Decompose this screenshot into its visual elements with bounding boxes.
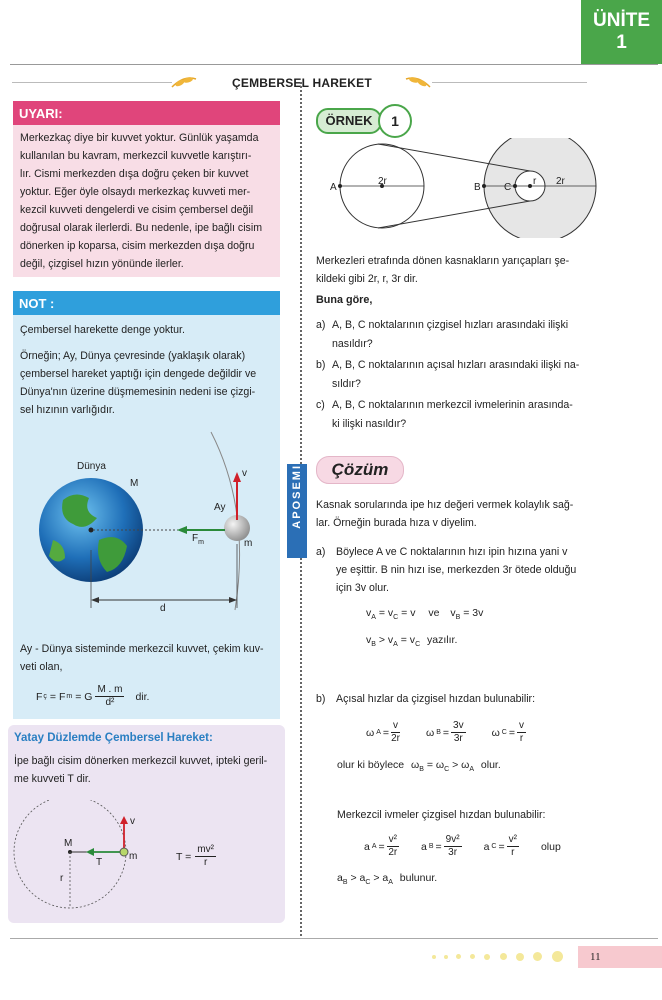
question-line: sıldır? xyxy=(332,378,361,390)
velocity-equation-1 xyxy=(366,607,483,621)
eq2-sub: A xyxy=(393,641,398,649)
unit-label: ÜNİTE xyxy=(593,10,650,31)
accel-result-tail: bulunur. xyxy=(399,872,438,884)
center-label: M xyxy=(64,838,73,849)
question-a xyxy=(316,316,592,354)
eq2-sub: C xyxy=(415,641,421,649)
accel-numerator: v² xyxy=(388,834,397,845)
example-intro-line: Merkezleri etrafında dönen kasnakların yarıçapları şe- xyxy=(316,255,570,267)
solution-a xyxy=(316,543,592,597)
omega-symbol: ω xyxy=(366,726,375,739)
mass-label: m xyxy=(129,851,138,862)
moon-label: Ay xyxy=(214,502,226,513)
omega-equations xyxy=(366,720,526,745)
note-line: sel hızının varlığıdır. xyxy=(20,404,115,416)
warning-line: Merkezkaç diye bir kuvvet yoktur. Günlük yaşamda xyxy=(20,132,259,144)
omega-result-term: > ω xyxy=(452,759,470,771)
warning-line: yoktur. Eğer öyle olsaydı merkezkaç kuvveti mer- xyxy=(20,186,251,198)
top-rule xyxy=(10,64,658,65)
omega-symbol: ω xyxy=(491,726,500,739)
accel-denominator: r xyxy=(511,847,515,858)
accel-symbol: a xyxy=(483,840,490,853)
eq1-term: v xyxy=(450,607,456,619)
eq2-term: = v xyxy=(400,634,416,646)
omega-result-term: ω xyxy=(411,759,420,771)
inner-radius-label: r xyxy=(533,176,537,187)
example-intro-line: kildeki gibi 2r, r, 3r dir. xyxy=(316,273,418,285)
earth-moon-diagram xyxy=(13,420,280,620)
warning-line: değil, çizgisel hızın yönünde ilerler. xyxy=(20,258,184,270)
warning-body xyxy=(13,125,280,273)
leaf-ornament-right-icon xyxy=(404,73,432,91)
accel-result-term: a xyxy=(337,872,343,884)
point-b-label: B xyxy=(474,182,481,193)
warning-line: lır. Cismi merkezden dışa doğru çeken bir kuvvet xyxy=(20,168,249,180)
solution-b xyxy=(316,690,592,708)
solution-badge: Çözüm xyxy=(316,456,404,484)
accel-numerator: 9v² xyxy=(445,834,460,845)
omega-numerator: v xyxy=(519,720,524,731)
note-line: Örneğin; Ay, Dünya çevresinde (yaklaşık olarak) xyxy=(20,350,246,362)
distance-label: d xyxy=(160,603,166,614)
page-title: ÇEMBERSEL HAREKET xyxy=(232,76,372,90)
accel-sub: B xyxy=(428,843,434,850)
rope-velocity-label: v xyxy=(130,816,135,827)
formula-lhs-sub: ç xyxy=(43,693,47,700)
example-number: 1 xyxy=(378,104,412,138)
gravity-fraction xyxy=(95,684,124,709)
question-label: a) xyxy=(316,319,326,331)
eq1-conjunction: ve xyxy=(428,607,440,619)
note-line: çembersel hareket yaptığı için dengede değildir ve xyxy=(20,368,257,380)
earth-mass-label: M xyxy=(130,478,139,489)
accel-equations xyxy=(364,834,561,859)
formula-suffix: dir. xyxy=(135,690,150,703)
tension-formula xyxy=(176,844,216,869)
solution-a-line: Böylece A ve C noktalarının hızı ipin hızına yani v xyxy=(336,546,568,558)
tension-numerator: mv² xyxy=(197,844,214,855)
header-rule-right xyxy=(432,82,587,83)
accel-intro: Merkezcil ivmeler çizgisel hızdan bulunabilir: xyxy=(337,809,546,821)
leaf-ornament-left-icon xyxy=(170,73,198,91)
omega-result-tail: olur. xyxy=(480,759,501,771)
earth-center-dot xyxy=(89,528,94,533)
solution-intro-line: lar. Örneğin burada hıza v diyelim. xyxy=(316,517,477,529)
eq1-sub: C xyxy=(393,614,399,622)
eq1-sub: B xyxy=(455,614,461,622)
eq2-term: > v xyxy=(378,634,394,646)
pulley-diagram xyxy=(318,138,608,238)
eq1-term: = v xyxy=(401,607,416,619)
accel-numerator: v² xyxy=(508,834,517,845)
accel-c: a C = $\frac{\text{v²}}{r}$ xyxy=(483,834,517,858)
question-line: A, B, C noktalarının açısal hızları arasındaki ilişki na- xyxy=(332,359,580,371)
note-title: NOT : xyxy=(13,291,280,315)
outer-radius-label: 2r xyxy=(556,176,565,187)
velocity-equation-2 xyxy=(366,634,457,648)
radius-label: r xyxy=(60,873,64,884)
accel-sub: C xyxy=(491,843,497,850)
eq1-term: = 3v xyxy=(463,607,484,619)
fraction-numerator: M . m xyxy=(97,684,123,695)
accel-b: a B = $\frac{\text{9v²}}{3r}$ xyxy=(421,834,460,858)
accel-sub: A xyxy=(371,843,377,850)
solution-b-line: Açısal hızlar da çizgisel hızdan bulunabilir: xyxy=(336,693,536,705)
accel-result-sub: C xyxy=(365,879,371,887)
accel-symbol: a xyxy=(364,840,370,853)
question-line: A, B, C noktalarının çizgisel hızları arasındaki ilişki xyxy=(332,319,569,331)
formula-lhs: F xyxy=(36,690,43,703)
tension-formula-lhs: T = xyxy=(176,850,192,863)
unit-tab xyxy=(581,0,662,64)
velocity-label: v xyxy=(242,468,247,479)
system-text xyxy=(20,640,274,676)
eq2-sub: B xyxy=(371,641,376,649)
omega-result-sub: B xyxy=(419,766,424,774)
omega-a: ω A = $\frac{v}{2r}$ xyxy=(366,720,400,744)
omega-numerator: 3v xyxy=(453,720,464,731)
note-body xyxy=(13,315,280,419)
fraction-denominator: d² xyxy=(105,697,115,708)
formula-eq2-sub: m xyxy=(66,693,73,700)
solution-b-label: b) xyxy=(316,693,326,705)
accel-result-sub: B xyxy=(342,879,348,887)
accel-a: a A = $\frac{\text{v²}}{2r}$ xyxy=(364,834,398,858)
question-line: nasıldır? xyxy=(332,338,373,350)
point-a-label: A xyxy=(330,182,337,193)
page-number: 11 xyxy=(578,946,662,968)
eq2-term: v xyxy=(366,634,372,646)
omega-sub: B xyxy=(436,729,441,736)
omega-b: ω B = $\frac{3v}{3r}$ xyxy=(426,720,464,744)
formula-eq3: = G xyxy=(75,690,93,703)
sidebar-logo-text: APOSEMI xyxy=(291,464,303,529)
accel-denominator: 2r xyxy=(388,847,398,858)
horizontal-line: İpe bağlı cisim dönerken merkezcil kuvvet, ipteki geril- xyxy=(14,755,268,767)
example-according: Buna göre, xyxy=(316,294,373,306)
omega-sub: A xyxy=(376,729,381,736)
omega-result-sub: A xyxy=(469,766,474,774)
eq1-term: v xyxy=(366,607,372,619)
omega-symbol: ω xyxy=(426,726,435,739)
warning-title: UYARI: xyxy=(13,101,280,125)
horizontal-line: me kuvveti T dir. xyxy=(14,773,91,785)
tension-denominator: r xyxy=(203,857,208,868)
eq2-tail: yazılır. xyxy=(427,634,458,646)
accel-result-sub: A xyxy=(388,879,393,887)
omega-sub: C xyxy=(501,729,507,736)
tension-fraction xyxy=(195,844,216,869)
accel-result xyxy=(337,872,437,886)
eq1-term: = v xyxy=(378,607,394,619)
accel-result-term: > a xyxy=(350,872,366,884)
moon-mass-label: m xyxy=(244,538,253,549)
question-b xyxy=(316,356,592,394)
question-label: c) xyxy=(316,399,325,411)
force-subscript: m xyxy=(198,539,204,546)
omega-denominator: r xyxy=(519,733,524,744)
warning-line: doğrusal olarak ilerlerdi. Bu nedenle, ipe bağlı cisim xyxy=(20,222,263,234)
system-line: Ay - Dünya sisteminde merkezcil kuvvet, çekim kuv- xyxy=(20,643,264,655)
horizontal-body xyxy=(14,752,282,788)
warning-line: kezcil kuvveti dengelerdi ve cisim çembersel değil xyxy=(20,204,254,216)
accel-result-term: > a xyxy=(373,872,389,884)
omega-result-pre: olur ki böylece xyxy=(337,759,405,771)
sidebar-logo xyxy=(287,464,307,558)
accel-denominator: 3r xyxy=(448,847,458,858)
question-line: ki ilişki nasıldır? xyxy=(332,418,407,430)
omega-numerator: v xyxy=(393,720,399,731)
mass-ball-icon xyxy=(120,848,128,856)
eq1-sub: A xyxy=(371,614,376,622)
pulley-a-radius-label: 2r xyxy=(378,176,387,187)
force-label xyxy=(192,533,204,546)
formula-eq2: = F xyxy=(49,690,66,703)
solution-a-label: a) xyxy=(316,546,326,558)
omega-result xyxy=(337,759,501,773)
omega-denominator: 2r xyxy=(391,733,400,744)
accel-symbol: a xyxy=(421,840,427,853)
horizontal-title: Yatay Düzlemde Çembersel Hareket: xyxy=(14,732,213,744)
force-symbol: F xyxy=(192,533,199,544)
solution-a-line: ye eşittir. B nin hızı ise, merkezden 3r ötede olduğu xyxy=(336,564,577,576)
note-line: Çembersel harekette denge yoktur. xyxy=(20,324,185,336)
warning-line: kullanılan bu kavram, merkezcil kuvvetle karıştırı- xyxy=(20,150,252,162)
rope-circle-diagram xyxy=(12,800,162,920)
example-intro xyxy=(316,252,592,288)
gravity-formula xyxy=(36,684,149,709)
question-c xyxy=(316,396,592,434)
header-rule-left xyxy=(12,82,172,83)
accel-tail: olup xyxy=(540,840,561,853)
solution-intro-line: Kasnak sorularında ipe hız değeri vermek kolaylık sağ- xyxy=(316,499,574,511)
solution-a-line: için 3v olur. xyxy=(336,582,389,594)
question-line: A, B, C noktalarının merkezcil ivmelerinin arasında- xyxy=(332,399,573,411)
earth-label: Dünya xyxy=(77,461,106,472)
omega-result-sub: C xyxy=(444,766,450,774)
tension-label: T xyxy=(96,857,103,868)
warning-panel xyxy=(13,101,280,277)
question-label: b) xyxy=(316,359,326,371)
omega-denominator: 3r xyxy=(453,733,463,744)
footer-dots xyxy=(430,950,570,964)
omega-c: ω C = $\frac{v}{r}$ xyxy=(491,720,524,744)
omega-result-term: = ω xyxy=(426,759,445,771)
system-line: veti olan, xyxy=(20,661,63,673)
example-badge: ÖRNEK xyxy=(316,108,382,134)
footer-rule xyxy=(10,938,658,939)
warning-line: dönerken ip koparsa, cisim merkezden dışa doğru xyxy=(20,240,255,252)
unit-number: 1 xyxy=(616,32,627,53)
note-line: Dünya'nın üzerine düşmemesinin nedeni ise çizgi- xyxy=(20,386,256,398)
solution-intro xyxy=(316,496,592,532)
point-c-label: C xyxy=(504,182,512,193)
